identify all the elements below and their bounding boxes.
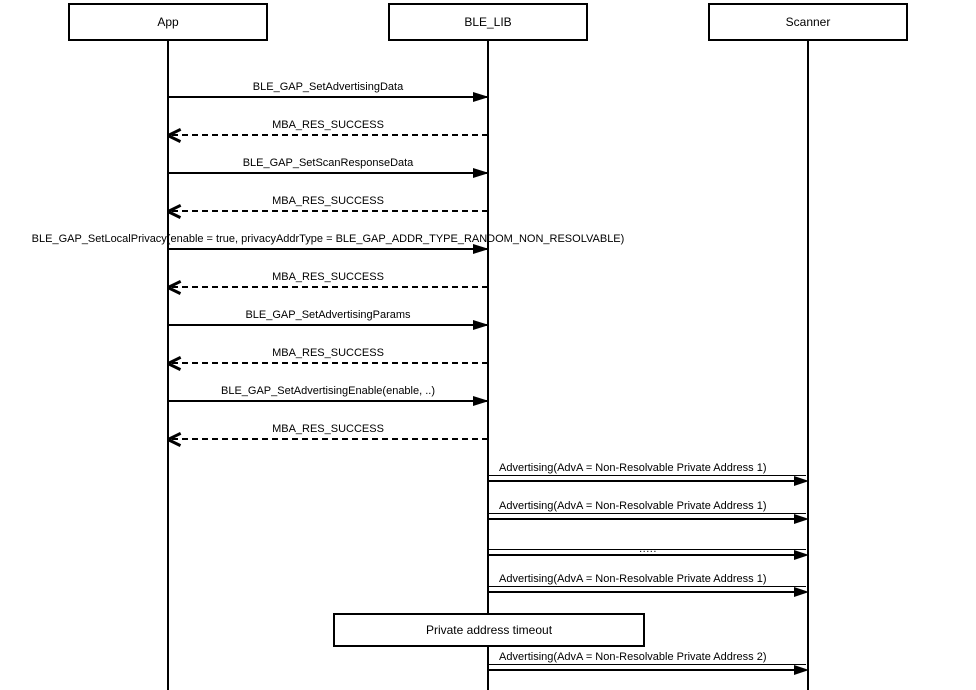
message-label: BLE_GAP_SetAdvertisingParams: [245, 309, 411, 321]
arrow-line: [488, 554, 795, 556]
dashed-line: [172, 134, 488, 136]
arrow-line: [168, 172, 488, 174]
message-label: MBA_RES_SUCCESS: [272, 423, 384, 435]
message-label: Advertising(AdvA = Non-Resolvable Private Address 1): [499, 462, 767, 474]
message-label: BLE_GAP_SetAdvertisingEnable(enable, ..): [220, 385, 436, 397]
message-label: MBA_RES_SUCCESS: [272, 119, 384, 131]
arrow-line: [168, 400, 488, 402]
arrow-line: [488, 669, 795, 671]
arrowhead-right-icon: [473, 396, 489, 406]
arrow-line: [168, 96, 488, 98]
message-label: BLE_GAP_SetScanResponseData: [242, 157, 414, 169]
message-label: Advertising(AdvA = Non-Resolvable Private Address 2): [499, 651, 767, 663]
message-label: Advertising(AdvA = Non-Resolvable Private Address 1): [499, 573, 767, 585]
lifeline-app: [167, 41, 169, 690]
dashed-line: [172, 362, 488, 364]
arrow-line: [488, 591, 795, 593]
message-label: MBA_RES_SUCCESS: [272, 271, 384, 283]
arrowhead-right-icon: [794, 665, 809, 675]
arrow-line: [168, 248, 488, 250]
message-label: MBA_RES_SUCCESS: [272, 347, 384, 359]
message-label: .....: [635, 543, 661, 556]
actor-box-ble-lib: [388, 3, 588, 41]
dashed-line: [172, 210, 488, 212]
arrow-line: [488, 480, 795, 482]
arrow-line: [488, 475, 806, 476]
message-label: MBA_RES_SUCCESS: [272, 195, 384, 207]
private-address-timeout-box: [333, 613, 645, 647]
arrow-line: [488, 513, 806, 514]
message-label: BLE_GAP_SetAdvertisingData: [252, 81, 404, 93]
actor-box-scanner: [708, 3, 908, 41]
arrow-line: [488, 518, 795, 520]
dashed-line: [172, 438, 488, 440]
arrow-line: [168, 324, 488, 326]
arrowhead-right-icon: [473, 320, 489, 330]
arrow-line: [488, 664, 806, 665]
arrow-line: [488, 586, 806, 587]
arrowhead-right-icon: [473, 244, 489, 254]
actor-label-scanner: Scanner: [785, 15, 831, 29]
arrow-line: [488, 549, 806, 550]
timeout-label: Private address timeout: [425, 623, 553, 637]
message-label: Advertising(AdvA = Non-Resolvable Private Address 1): [499, 500, 767, 512]
arrowhead-right-icon: [473, 168, 489, 178]
arrowhead-right-icon: [794, 587, 809, 597]
dashed-line: [172, 286, 488, 288]
actor-label-app: App: [157, 15, 179, 29]
arrowhead-right-icon: [794, 476, 809, 486]
message-label: BLE_GAP_SetLocalPrivacy(enable = true, privacyAddrType = BLE_GAP_ADDR_TYPE_RANDOM_NON_RESOLVABLE): [31, 233, 625, 245]
arrowhead-right-icon: [794, 514, 809, 524]
actor-label-ble-lib: BLE_LIB: [464, 15, 512, 29]
actor-box-app: [68, 3, 268, 41]
arrowhead-right-icon: [473, 92, 489, 102]
arrowhead-right-icon: [794, 550, 809, 560]
